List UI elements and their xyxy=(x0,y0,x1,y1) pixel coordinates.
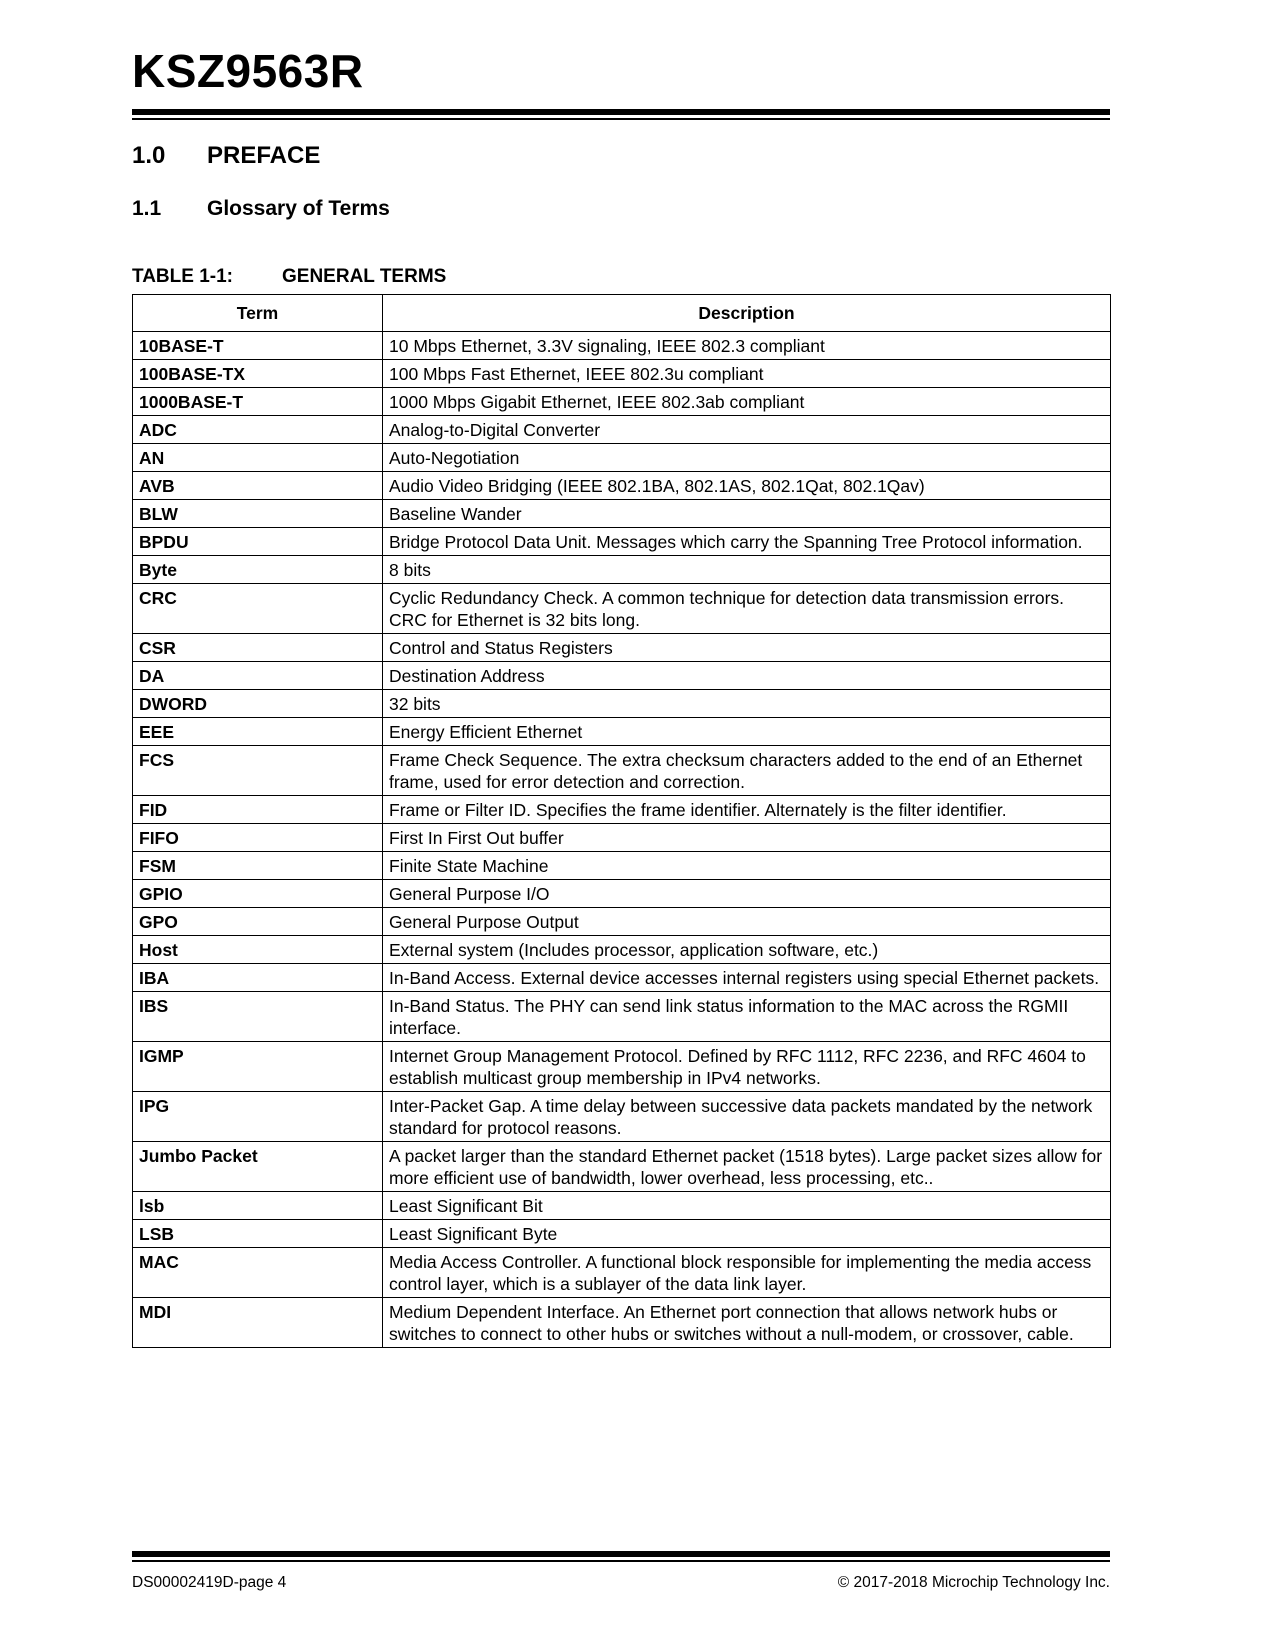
section-heading-preface xyxy=(132,142,320,170)
table-row xyxy=(133,992,1111,1042)
term-cell: MAC xyxy=(133,1248,383,1298)
table-row xyxy=(133,690,1111,718)
description-cell: Auto-Negotiation xyxy=(383,444,1111,472)
description-cell: General Purpose Output xyxy=(383,908,1111,936)
description-cell: 10 Mbps Ethernet, 3.3V signaling, IEEE 802.3 compliant xyxy=(383,332,1111,360)
section-number: 1.1 xyxy=(132,197,162,220)
description-cell: Frame Check Sequence. The extra checksum characters added to the end of an Ethernet frame, used for error detection and correction. xyxy=(383,746,1111,796)
table-row xyxy=(133,360,1111,388)
description-cell: Frame or Filter ID. Specifies the frame identifier. Alternately is the filter identifier. xyxy=(383,796,1111,824)
term-cell: GPO xyxy=(133,908,383,936)
description-cell: 1000 Mbps Gigabit Ethernet, IEEE 802.3ab compliant xyxy=(383,388,1111,416)
footer-rule-thin xyxy=(132,1560,1110,1562)
description-cell: Least Significant Bit xyxy=(383,1192,1111,1220)
section-heading-glossary xyxy=(132,197,390,221)
description-cell: Finite State Machine xyxy=(383,852,1111,880)
term-cell: EEE xyxy=(133,718,383,746)
description-cell: Media Access Controller. A functional block responsible for implementing the media access control layer, which is a sublayer of the data link layer. xyxy=(383,1248,1111,1298)
table-row xyxy=(133,1142,1111,1192)
table-caption xyxy=(132,266,446,288)
table-header-row xyxy=(133,295,1111,332)
term-cell: 1000BASE-T xyxy=(133,388,383,416)
description-cell: Destination Address xyxy=(383,662,1111,690)
table-row xyxy=(133,1248,1111,1298)
section-title: Glossary of Terms xyxy=(207,197,390,220)
table-row xyxy=(133,332,1111,360)
footer-rule-thick xyxy=(132,1551,1110,1557)
description-cell: Medium Dependent Interface. An Ethernet port connection that allows network hubs or switches to connect to other hubs or switches without a null-modem, or crossover, cable. xyxy=(383,1298,1111,1348)
table-row xyxy=(133,824,1111,852)
term-cell: AN xyxy=(133,444,383,472)
term-cell: FSM xyxy=(133,852,383,880)
description-cell: Energy Efficient Ethernet xyxy=(383,718,1111,746)
glossary-table-body xyxy=(133,332,1111,1348)
description-cell: 8 bits xyxy=(383,556,1111,584)
description-cell: In-Band Access. External device accesses internal registers using special Ethernet packets. xyxy=(383,964,1111,992)
table-row xyxy=(133,500,1111,528)
term-cell: AVB xyxy=(133,472,383,500)
table-row xyxy=(133,1092,1111,1142)
term-cell: GPIO xyxy=(133,880,383,908)
document-title: KSZ9563R xyxy=(132,45,364,97)
table-row xyxy=(133,444,1111,472)
table-row xyxy=(133,852,1111,880)
term-cell: CRC xyxy=(133,584,383,634)
description-cell: First In First Out buffer xyxy=(383,824,1111,852)
term-cell: IBS xyxy=(133,992,383,1042)
table-row xyxy=(133,964,1111,992)
table-row xyxy=(133,528,1111,556)
term-cell: MDI xyxy=(133,1298,383,1348)
table-row xyxy=(133,584,1111,634)
table-row xyxy=(133,1298,1111,1348)
term-cell: Byte xyxy=(133,556,383,584)
term-cell: IBA xyxy=(133,964,383,992)
term-cell: IGMP xyxy=(133,1042,383,1092)
footer-copyright: © 2017-2018 Microchip Technology Inc. xyxy=(837,1574,1110,1591)
description-cell: Bridge Protocol Data Unit. Messages which carry the Spanning Tree Protocol information. xyxy=(383,528,1111,556)
table-row xyxy=(133,1192,1111,1220)
column-header-description: Description xyxy=(383,295,1111,332)
table-caption-title: GENERAL TERMS xyxy=(282,266,447,287)
table-row xyxy=(133,634,1111,662)
description-cell: Least Significant Byte xyxy=(383,1220,1111,1248)
table-row xyxy=(133,1220,1111,1248)
description-cell: In-Band Status. The PHY can send link status information to the MAC across the RGMII interface. xyxy=(383,992,1111,1042)
table-row xyxy=(133,388,1111,416)
table-row xyxy=(133,662,1111,690)
term-cell: IPG xyxy=(133,1092,383,1142)
description-cell: Inter-Packet Gap. A time delay between successive data packets mandated by the network standard for protocol reasons. xyxy=(383,1092,1111,1142)
header-rule-thin xyxy=(132,118,1110,120)
column-header-term: Term xyxy=(133,295,383,332)
term-cell: Jumbo Packet xyxy=(133,1142,383,1192)
glossary-table xyxy=(132,294,1111,1348)
table-row xyxy=(133,718,1111,746)
term-cell: DA xyxy=(133,662,383,690)
table-row xyxy=(133,908,1111,936)
footer-document-id: DS00002419D-page 4 xyxy=(132,1574,287,1591)
description-cell: Analog-to-Digital Converter xyxy=(383,416,1111,444)
table-row xyxy=(133,936,1111,964)
table-row xyxy=(133,796,1111,824)
term-cell: BLW xyxy=(133,500,383,528)
term-cell: CSR xyxy=(133,634,383,662)
term-cell: FCS xyxy=(133,746,383,796)
description-cell: Control and Status Registers xyxy=(383,634,1111,662)
term-cell: Host xyxy=(133,936,383,964)
term-cell: 10BASE-T xyxy=(133,332,383,360)
term-cell: 100BASE-TX xyxy=(133,360,383,388)
description-cell: General Purpose I/O xyxy=(383,880,1111,908)
header-rule-thick xyxy=(132,109,1110,115)
section-number: 1.0 xyxy=(132,142,166,169)
term-cell: lsb xyxy=(133,1192,383,1220)
term-cell: LSB xyxy=(133,1220,383,1248)
description-cell: Audio Video Bridging (IEEE 802.1BA, 802.1AS, 802.1Qat, 802.1Qav) xyxy=(383,472,1111,500)
table-row xyxy=(133,1042,1111,1092)
term-cell: FID xyxy=(133,796,383,824)
table-row xyxy=(133,416,1111,444)
description-cell: 32 bits xyxy=(383,690,1111,718)
description-cell: External system (Includes processor, application software, etc.) xyxy=(383,936,1111,964)
table-row xyxy=(133,880,1111,908)
table-caption-number: TABLE 1-1: xyxy=(132,266,233,287)
term-cell: FIFO xyxy=(133,824,383,852)
description-cell: Baseline Wander xyxy=(383,500,1111,528)
section-title: PREFACE xyxy=(207,142,321,169)
term-cell: BPDU xyxy=(133,528,383,556)
table-row xyxy=(133,746,1111,796)
description-cell: Cyclic Redundancy Check. A common technique for detection data transmission errors. CRC for Ethernet is 32 bits long. xyxy=(383,584,1111,634)
table-row xyxy=(133,556,1111,584)
table-row xyxy=(133,472,1111,500)
term-cell: ADC xyxy=(133,416,383,444)
description-cell: 100 Mbps Fast Ethernet, IEEE 802.3u compliant xyxy=(383,360,1111,388)
description-cell: Internet Group Management Protocol. Defined by RFC 1112, RFC 2236, and RFC 4604 to establish multicast group membership in IPv4 networks. xyxy=(383,1042,1111,1092)
term-cell: DWORD xyxy=(133,690,383,718)
description-cell: A packet larger than the standard Ethernet packet (1518 bytes). Large packet sizes allow for more efficient use of bandwidth, lower overhead, less processing, etc.. xyxy=(383,1142,1111,1192)
